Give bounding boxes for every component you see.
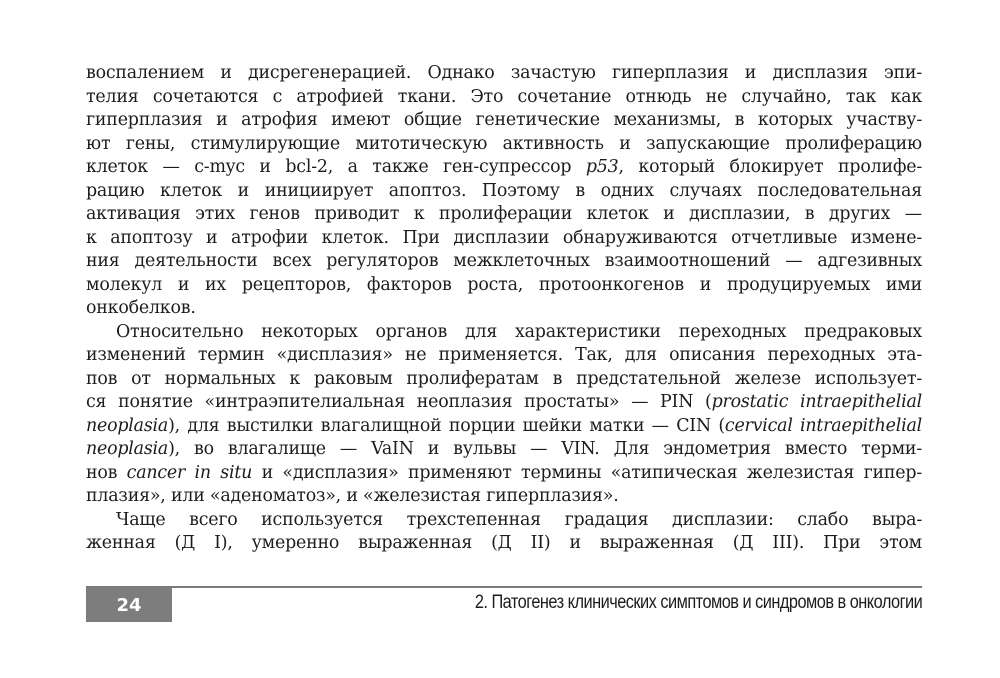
text-line: ния деятельности всех регуляторов межклеточных взаимоотношений — адгезивных [86, 251, 922, 271]
text-run: нов [86, 462, 127, 483]
text-line: гиперплазия и атрофия имеют общие генетические механизмы, в которых участву- [86, 110, 922, 130]
italic-run: neoplasia [86, 439, 169, 459]
text-line: к апоптозу и атрофии клеток. При дисплазии обнаруживаются отчетливые измене- [86, 227, 922, 248]
italic-run: cervical intraepithelial [724, 415, 922, 436]
text-line: плазия», или «аденоматоз», и «железистая гиперплазия». [86, 486, 619, 506]
text-run: , который блокирует пролифе- [618, 157, 923, 177]
running-head: 2. Патогенез клинических симптомов и синдромов в онкологии [474, 592, 922, 613]
text-line: Чаще всего используется трехстепенная градация дисплазии: слабо выра- [116, 509, 922, 530]
text-line: изменений термин «дисплазия» не применяется. Так, для описания переходных эта- [86, 345, 922, 365]
text-line: пов от нормальных к раковым пролифератам в предстательной железе использует- [86, 368, 922, 389]
text-run: ся понятие «интраэпителиальная неоплазия простаты» — PIN ( [86, 392, 712, 412]
text-line [86, 462, 922, 486]
italic-run: neoplasia [86, 415, 169, 436]
text-run: клеток — c-myc и bcl-2, а также ген-супрессор [86, 157, 586, 177]
text-line: ют гены, стимулирующие митотическую активность и запускающие пролиферацию [86, 133, 922, 154]
footer-rule [86, 586, 922, 588]
text-run: ), во влагалище — VaIN и вульвы — VIN. Для эндометрия вместо терми- [168, 439, 922, 459]
text-line [86, 415, 922, 439]
text-line: рацию клеток и инициирует апоптоз. Поэтому в одних случаях последовательная [86, 180, 922, 201]
text-run: и «дисплазия» применяют термины «атипическая железистая гипер- [252, 462, 922, 483]
text-line: молекул и их рецепторов, факторов роста, протоонкогенов и продуцируемых ими [86, 274, 922, 295]
text-run: ), для выстилки влагалищной порции шейки матки — CIN ( [168, 415, 725, 436]
text-line: воспалением и дисрегенерацией. Однако зачастую гиперплазия и дисплазия эпи- [86, 63, 922, 83]
text-line: женная (Д I), умеренно выраженная (Д II) и выраженная (Д III). При этом [86, 533, 922, 553]
page-number-box [86, 588, 172, 622]
italic-run: p53 [585, 157, 619, 177]
text-line: онкобелков. [86, 298, 196, 318]
italic-run: prostatic intraepithelial [711, 392, 922, 412]
text-line [86, 156, 922, 180]
text-line: активация этих генов приводит к пролиферации клеток и дисплазии, в других — [86, 204, 922, 224]
text-line [86, 438, 922, 462]
text-line [86, 391, 922, 415]
body-text [86, 62, 922, 556]
italic-run: cancer in situ [126, 462, 253, 483]
text-line: Относительно некоторых органов для характеристики переходных предраковых [116, 321, 922, 342]
page-number: 24 [116, 594, 142, 616]
text-line: телия сочетаются с атрофией ткани. Это сочетание отнюдь не случайно, так как [86, 86, 922, 107]
